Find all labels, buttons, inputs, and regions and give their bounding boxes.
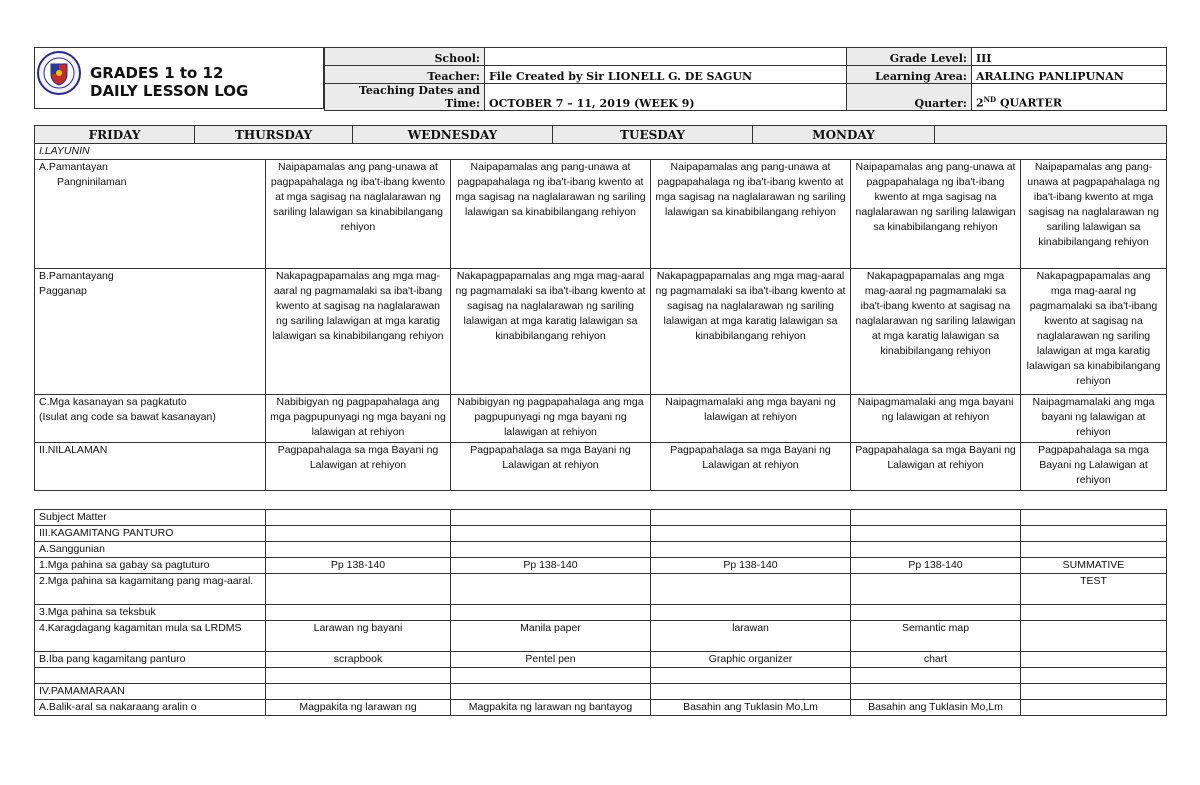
- materials-table: [34, 509, 1167, 716]
- dates-label: Teaching Dates and Time:: [325, 84, 485, 111]
- table-cell: [651, 542, 851, 558]
- table-cell: [651, 510, 851, 526]
- row-label: B.Iba pang kagamitang panturo: [35, 652, 266, 668]
- table-row: [35, 621, 1167, 652]
- table-cell: [451, 526, 651, 542]
- day-friday: FRIDAY: [35, 126, 195, 144]
- table-cell: [451, 684, 651, 700]
- table-cell: [851, 526, 1021, 542]
- row-label-line2: Pangninilaman: [57, 176, 127, 188]
- teacher-label: Teacher:: [325, 66, 485, 84]
- day-blank: [935, 126, 1167, 144]
- table-cell: Naipapamalas ang pang-unawa at pagpapahalaga ng iba't-ibang kwento at mga sagisag na naglalarawan ng sariling lalawigan sa kinabibilangang rehiyon: [851, 160, 1021, 269]
- table-cell: chart: [851, 652, 1021, 668]
- table-cell: [1021, 542, 1167, 558]
- table-cell: Naipapamalas ang pang-unawa at pagpapahalaga ng iba't-ibang kwento at mga sagisag na naglalarawan ng sariling lalawigan sa kinabibilangang rehiyon: [451, 160, 651, 269]
- table-cell: [851, 510, 1021, 526]
- row-label-line2: (Isulat ang code sa bawat kasanayan): [39, 411, 216, 423]
- table-cell: Pagpapahalaga sa mga Bayani ng Lalawigan at rehiyon: [651, 443, 851, 491]
- table-cell: [651, 605, 851, 621]
- table-cell: [1021, 510, 1167, 526]
- table-cell: Basahin ang Tuklasin Mo,Lm: [651, 700, 851, 716]
- table-cell: [851, 542, 1021, 558]
- table-row: [35, 510, 1167, 526]
- table-cell: Nabibigyan ng pagpapahalaga ang mga pagpupunyagi ng mga bayani ng lalawigan at rehiyon: [266, 395, 451, 443]
- table-cell: Semantic map: [851, 621, 1021, 652]
- table-cell: [1021, 684, 1167, 700]
- quarter-suffix: ND: [983, 95, 997, 105]
- table-row: [35, 700, 1167, 716]
- table-cell: [451, 668, 651, 684]
- table-cell: Nakapagpapamalas ang mga mag-aaral ng pagmamalaki sa iba't-ibang kwento at sagisag na naglalarawan ng sariling lalawigan at mga karatig lalawigan sa kinabibilangang rehiyon: [851, 269, 1021, 395]
- quarter-word: QUARTER: [999, 97, 1062, 110]
- page-title: [90, 64, 248, 100]
- table-cell: Nakapagpapamalas ang mga mag-aaral ng pagmamalaki sa iba't-ibang kwento at sagisag na naglalarawan ng sariling lalawigan at mga karatig lalawigan sa kinabibilangang rehiyon: [651, 269, 851, 395]
- table-cell: Nakapagpapamalas ang mga mag-aaral ng pagmamalaki sa iba't-ibang kwento at sagisag na naglalarawan ng sariling lalawigan at mga karatig lalawigan sa kinabibilangang rehiyon: [266, 269, 451, 395]
- table-cell: Naipapamalas ang pang-unawa at pagpapahalaga ng iba't-ibang kwento at mga sagisag na naglalarawan ng sariling lalawigan sa kinabibilangang rehiyon: [1021, 160, 1167, 269]
- area-label: Learning Area:: [847, 66, 972, 84]
- table-row: [35, 684, 1167, 700]
- row-label-line1: A.Pamantayan: [39, 161, 108, 173]
- table-cell: [266, 684, 451, 700]
- table-cell: [266, 510, 451, 526]
- table-cell: Pp 138-140: [266, 558, 451, 574]
- day-thursday: THURSDAY: [195, 126, 353, 144]
- row-label: 1.Mga pahina sa gabay sa pagtuturo: [35, 558, 266, 574]
- table-row: [35, 542, 1167, 558]
- table-cell: Naipapamalas ang pang-unawa at pagpapahalaga ng iba't-ibang kwento at mga sagisag na naglalarawan ng sariling lalawigan sa kinabibilangang rehiyon: [651, 160, 851, 269]
- row-label: [35, 443, 266, 491]
- row-label: [35, 668, 266, 684]
- table-cell: Pagpapahalaga sa mga Bayani ng Lalawigan at rehiyon: [451, 443, 651, 491]
- table-cell: SUMMATIVE: [1021, 558, 1167, 574]
- table-cell: Naipagmamalaki ang mga bayani ng lalawigan at rehiyon: [851, 395, 1021, 443]
- materials-table-body: [35, 510, 1167, 716]
- table-cell: [1021, 526, 1167, 542]
- layunin-heading: [35, 144, 1167, 160]
- table-cell: Graphic organizer: [651, 652, 851, 668]
- table-cell: [851, 668, 1021, 684]
- table-cell: [266, 542, 451, 558]
- table-cell: [451, 605, 651, 621]
- school-label: School:: [325, 48, 485, 66]
- table-row: [35, 526, 1167, 542]
- layunin-label: I.LAYUNIN: [39, 145, 90, 157]
- table-cell: Manila paper: [451, 621, 651, 652]
- row-label: Subject Matter: [35, 510, 266, 526]
- table-cell: [851, 684, 1021, 700]
- table-cell: Naipagmamalaki ang mga bayani ng lalawigan at rehiyon: [651, 395, 851, 443]
- quarter-number: 2: [976, 97, 984, 110]
- table-cell: Nabibigyan ng pagpapahalaga ang mga pagpupunyagi ng mga bayani ng lalawigan at rehiyon: [451, 395, 651, 443]
- row-label: 3.Mga pahina sa teksbuk: [35, 605, 266, 621]
- day-wednesday: WEDNESDAY: [353, 126, 553, 144]
- row-label: 2.Mga pahina sa kagamitang pang mag-aaral.: [35, 574, 266, 605]
- table-cell: Pentel pen: [451, 652, 651, 668]
- table-cell: [451, 510, 651, 526]
- table-cell: [651, 684, 851, 700]
- table-cell: scrapbook: [266, 652, 451, 668]
- school-value: [485, 48, 847, 66]
- table-row: [35, 574, 1167, 605]
- table-cell: Pagpapahalaga sa mga Bayani ng Lalawigan at rehiyon: [851, 443, 1021, 491]
- table-cell: Naipagmamalaki ang mga bayani ng lalawigan at rehiyon: [1021, 395, 1167, 443]
- title-line-1: GRADES 1 to 12: [90, 64, 224, 82]
- grade-value: III: [972, 48, 1167, 66]
- grade-label: Grade Level:: [847, 48, 972, 66]
- table-cell: Nakapagpapamalas ang mga mag-aaral ng pagmamalaki sa iba't-ibang kwento at sagisag na naglalarawan ng sariling lalawigan at mga karatig lalawigan sa kinabibilangang rehiyon: [451, 269, 651, 395]
- table-cell: Pp 138-140: [851, 558, 1021, 574]
- table-cell: Larawan ng bayani: [266, 621, 451, 652]
- row-label: III.KAGAMITANG PANTURO: [35, 526, 266, 542]
- table-cell: Pagpapahalaga sa mga Bayani ng Lalawigan at rehiyon: [266, 443, 451, 491]
- table-cell: Basahin ang Tuklasin Mo,Lm: [851, 700, 1021, 716]
- quarter-label: Quarter:: [847, 84, 972, 111]
- row-label: [35, 160, 266, 269]
- row-label: A.Balik-aral sa nakaraang aralin o: [35, 700, 266, 716]
- table-cell: TEST: [1021, 574, 1167, 605]
- table-row: [35, 652, 1167, 668]
- row-label: IV.PAMAMARAAN: [35, 684, 266, 700]
- day-monday: MONDAY: [753, 126, 935, 144]
- table-cell: [451, 542, 651, 558]
- table-cell: [1021, 700, 1167, 716]
- table-row: [35, 558, 1167, 574]
- day-header-row: [34, 125, 1167, 144]
- objectives-table: [34, 143, 1167, 491]
- table-cell: [266, 668, 451, 684]
- table-cell: Naipapamalas ang pang-unawa at pagpapahalaga ng iba't-ibang kwento at mga sagisag na naglalarawan ng sariling lalawigan sa kinabibilangang rehiyon: [266, 160, 451, 269]
- table-cell: Pp 138-140: [651, 558, 851, 574]
- teacher-value: File Created by Sir LIONELL G. DE SAGUN: [485, 66, 847, 84]
- area-value: ARALING PANLIPUNAN: [972, 66, 1167, 84]
- table-cell: [851, 605, 1021, 621]
- table-cell: [651, 668, 851, 684]
- table-cell: [851, 574, 1021, 605]
- table-cell: Magpakita ng larawan ng: [266, 700, 451, 716]
- table-cell: [1021, 621, 1167, 652]
- row-label-line1: II.NILALAMAN: [39, 444, 108, 456]
- table-cell: [1021, 668, 1167, 684]
- deped-seal-logo: [36, 50, 82, 96]
- row-label: A.Sanggunian: [35, 542, 266, 558]
- table-cell: [651, 574, 851, 605]
- table-row: [35, 668, 1167, 684]
- row-label-line1: C.Mga kasanayan sa pagkatuto: [39, 396, 187, 408]
- title-line-2: DAILY LESSON LOG: [90, 82, 249, 100]
- table-cell: [266, 605, 451, 621]
- table-cell: [651, 526, 851, 542]
- table-cell: [1021, 605, 1167, 621]
- table-cell: [266, 526, 451, 542]
- table-row: [35, 605, 1167, 621]
- row-label: [35, 269, 266, 395]
- table-cell: [266, 574, 451, 605]
- table-cell: [451, 574, 651, 605]
- row-label: [35, 395, 266, 443]
- dates-value: OCTOBER 7 – 11, 2019 (WEEK 9): [485, 84, 847, 111]
- table-cell: larawan: [651, 621, 851, 652]
- table-cell: Magpakita ng larawan ng bantayog: [451, 700, 651, 716]
- table-cell: Nakapagpapamalas ang mga mag-aaral ng pagmamalaki sa iba't-ibang kwento at sagisag na naglalarawan ng sariling lalawigan at mga karatig lalawigan sa kinabibilangang rehiyon: [1021, 269, 1167, 395]
- table-cell: [1021, 652, 1167, 668]
- row-label-line1: B.Pamantayang: [39, 270, 114, 282]
- quarter-value: [972, 84, 1167, 111]
- header-info-table: [324, 47, 1167, 111]
- day-tuesday: TUESDAY: [553, 126, 753, 144]
- table-cell: Pagpapahalaga sa mga Bayani ng Lalawigan at rehiyon: [1021, 443, 1167, 491]
- row-label-line2: Pagganap: [39, 285, 87, 297]
- table-cell: Pp 138-140: [451, 558, 651, 574]
- row-label: 4.Karagdagang kagamitan mula sa LRDMS: [35, 621, 266, 652]
